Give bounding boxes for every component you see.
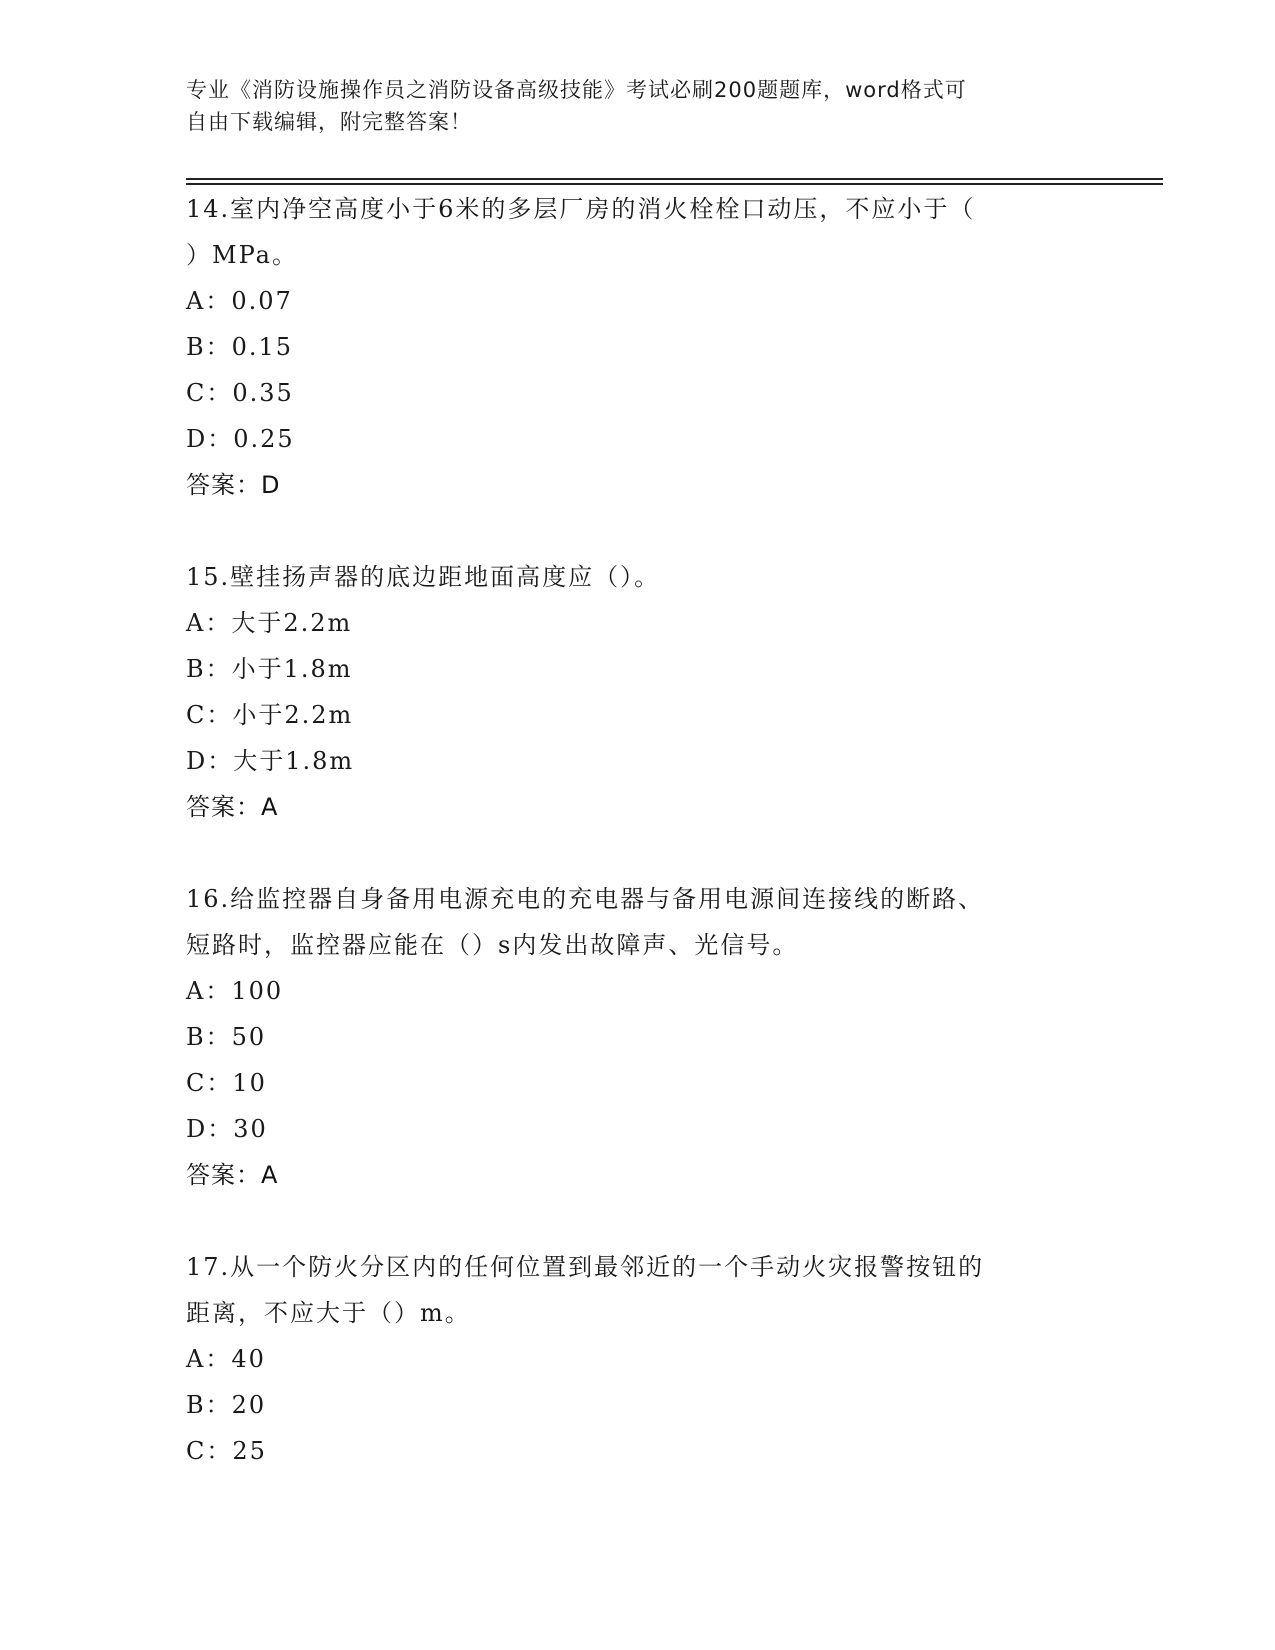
question-16 (186, 876, 1086, 1198)
question-spacer (186, 1198, 1086, 1244)
option-d: D：大于1.8m (186, 747, 355, 775)
answer-line: 答案：D (186, 471, 281, 499)
question-17 (186, 1244, 1086, 1474)
question-spacer (186, 830, 1086, 876)
question-text-line: 15.壁挂扬声器的底边距地面高度应（）。 (186, 563, 661, 591)
option-c: C：10 (186, 1069, 267, 1097)
question-spacer (186, 508, 1086, 554)
header-divider-top (186, 178, 1163, 180)
question-15 (186, 554, 1086, 830)
option-a: A：40 (186, 1345, 266, 1373)
question-text-line: ）MPa。 (186, 241, 298, 269)
option-b: B：小于1.8m (186, 655, 353, 683)
answer-line: 答案：A (186, 793, 279, 821)
document-header (186, 74, 1086, 138)
header-line-1: 专业《消防设施操作员之消防设备高级技能》考试必刷200题题库，word格式可 (186, 78, 967, 102)
question-text-line: 14.室内净空高度小于6米的多层厂房的消火栓栓口动压，不应小于（ (186, 195, 976, 223)
option-b: B：20 (186, 1391, 267, 1419)
option-c: C：小于2.2m (186, 701, 354, 729)
option-b: B：0.15 (186, 333, 294, 361)
option-c: C：25 (186, 1437, 267, 1465)
header-line-2: 自由下载编辑，附完整答案！ (186, 110, 472, 134)
question-list (186, 186, 1086, 1474)
question-text-line: 距离，不应大于（）m。 (186, 1299, 471, 1327)
option-d: D：0.25 (186, 425, 295, 453)
question-14 (186, 186, 1086, 508)
option-a: A：大于2.2m (186, 609, 353, 637)
option-b: B：50 (186, 1023, 267, 1051)
question-text-line: 短路时，监控器应能在（）s内发出故障声、光信号。 (186, 931, 799, 959)
option-c: C：0.35 (186, 379, 294, 407)
option-a: A：0.07 (186, 287, 293, 315)
header-divider-bottom (186, 183, 1163, 185)
question-text-line: 16.给监控器自身备用电源充电的充电器与备用电源间连接线的断路、 (186, 885, 985, 913)
option-a: A：100 (186, 977, 284, 1005)
option-d: D：30 (186, 1115, 268, 1143)
answer-line: 答案：A (186, 1161, 279, 1189)
question-text-line: 17.从一个防火分区内的任何位置到最邻近的一个手动火灾报警按钮的 (186, 1253, 985, 1281)
